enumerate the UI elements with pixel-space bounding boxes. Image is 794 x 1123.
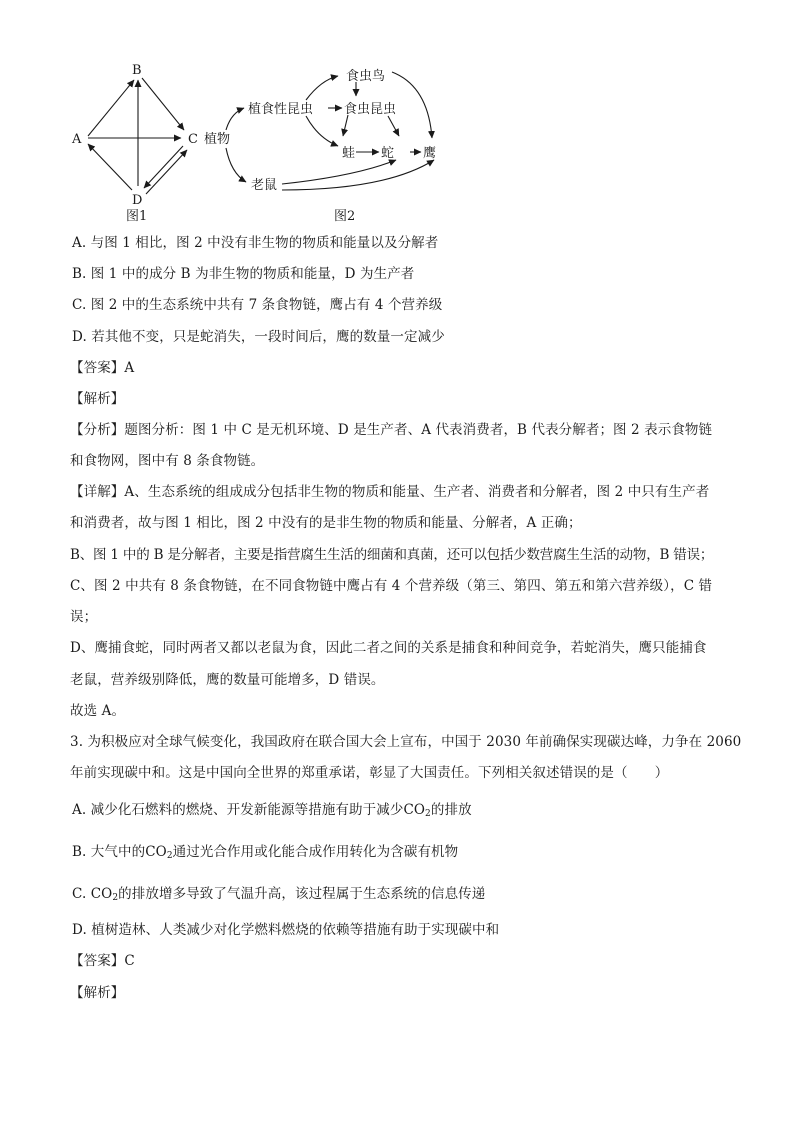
fig2-node-frog: 蛙 — [342, 146, 356, 161]
q2-analysis-line-10: 故选 A。 — [70, 703, 126, 719]
q2-analysis-line-4: 和消费者，故与图 1 相比，图 2 中没有的是非生物的物质和能量、分解者，A 正确； — [70, 515, 582, 531]
figure-area — [66, 58, 486, 228]
q2-analysis-line-9: 老鼠，营养级别降低，鹰的数量可能增多，D 错误。 — [70, 672, 385, 688]
arrow-mouse-to-eagle — [282, 160, 434, 190]
q2-analysis-line-3: 【详解】A、生态系统的组成成分包括非生物的物质和能量、生产者、消费者和分解者，图 2 中只有生产者 — [70, 484, 710, 500]
arrow-insect-eater-to-snake — [388, 116, 399, 136]
fig2-caption: 图2 — [334, 209, 356, 224]
q3-stem-line-1: 3. 为积极应对全球气候变化，我国政府在联合国大会上宣布，中国于 2030 年前确保实现碳达峰，力争在 2060 — [70, 734, 742, 750]
fig1-node-c: C — [188, 132, 198, 147]
co2-formula: $CO_2$ — [403, 802, 431, 819]
q3-option-c-pre: C. — [72, 886, 91, 902]
q2-analysis-line-2: 和食物网，图中有 8 条食物链。 — [70, 453, 265, 469]
q2-analysis-label: 【解析】 — [70, 391, 125, 407]
co2-formula: $CO_2$ — [90, 886, 119, 903]
fig2-node-eagle: 鹰 — [423, 146, 437, 161]
figure-1 — [88, 78, 187, 194]
q3-option-c — [72, 884, 485, 908]
fig2-node-herb-insect: 植食性昆虫 — [248, 102, 314, 117]
arrow-bird-to-eagle — [392, 72, 432, 138]
q3-option-b — [72, 842, 458, 866]
q2-answer: 【答案】A — [70, 360, 135, 376]
q3-option-b-post: 通过光合作用或化能合成作用转化为含碳有机物 — [172, 844, 459, 860]
arrow-herb-insect-to-frog — [306, 116, 338, 146]
q2-option-c: C. 图 2 中的生态系统中共有 7 条食物链，鹰占有 4 个营养级 — [72, 297, 443, 313]
q2-analysis-line-6: C、图 2 中共有 8 条食物链，在不同食物链中鹰占有 4 个营养级（第三、第四、第五和第六营养级），C 错 — [70, 578, 713, 594]
q2-option-b: B. 图 1 中的成分 B 为非生物的物质和能量，D 为生产者 — [72, 266, 415, 282]
arrow-b-to-c — [142, 78, 184, 130]
q2-analysis-line-1: 【分析】题图分析：图 1 中 C 是无机环境、D 是生产者、A 代表消费者，B 代表分解者；图 2 表示食物链 — [70, 422, 713, 438]
q3-answer: 【答案】C — [70, 953, 135, 969]
q2-analysis-line-8: D、鹰捕食蛇，同时两者又都以老鼠为食，因此二者之间的关系是捕食和种间竞争，若蛇消失，鹰只能捕食 — [70, 640, 707, 656]
q2-analysis-line-7: 误； — [70, 609, 98, 625]
q3-option-a-pre: A. 减少化石燃料的燃烧、开发新能源等措施有助于减少 — [72, 802, 404, 818]
arrow-plant-to-herb-insect — [226, 108, 244, 130]
fig2-node-insect-eater: 食虫昆虫 — [344, 102, 397, 117]
arrow-c-to-d — [144, 146, 183, 188]
fig2-node-plant: 植物 — [204, 132, 231, 147]
q3-option-d: D. 植树造林、人类减少对化学燃料燃烧的依赖等措施有助于实现碳中和 — [72, 922, 500, 938]
fig1-node-b: B — [132, 63, 142, 78]
q3-stem-line-2: 年前实现碳中和。这是中国向全世界的郑重承诺，彰显了大国责任。下列相关叙述错误的是（ ） — [70, 765, 669, 781]
food-web-figures — [66, 58, 486, 228]
q3-option-a-post: 的排放 — [430, 802, 472, 818]
arrow-d-to-c — [146, 150, 187, 194]
arrow-herb-insect-to-bird — [306, 76, 338, 100]
fig1-caption: 图1 — [126, 209, 148, 224]
q3-option-a — [72, 800, 472, 824]
fig1-node-a: A — [72, 132, 82, 147]
arrow-d-to-a — [88, 144, 132, 190]
fig2-node-mouse: 老鼠 — [251, 178, 278, 193]
co2-formula: $CO_2$ — [145, 844, 173, 861]
figure-2 — [226, 72, 437, 190]
arrow-mouse-to-snake — [282, 160, 396, 184]
fig2-node-snake: 蛇 — [381, 146, 395, 161]
arrow-insect-eater-to-frog — [343, 115, 348, 136]
fig2-node-insect-bird: 食虫鸟 — [346, 69, 386, 84]
q2-analysis-line-5: B、图 1 中的 B 是分解者，主要是指营腐生生活的细菌和真菌，还可以包括少数营腐生生活的动物，B 错误； — [70, 547, 714, 563]
q3-option-b-pre: B. 大气中的 — [72, 844, 146, 860]
q3-option-c-post: 的排放增多导致了气温升高，该过程属于生态系统的信息传递 — [118, 886, 486, 902]
q2-option-d: D. 若其他不变，只是蛇消失，一段时间后，鹰的数量一定减少 — [72, 329, 445, 345]
arrow-a-to-b — [88, 80, 134, 136]
fig1-node-d: D — [132, 193, 143, 208]
q2-option-a: A. 与图 1 相比，图 2 中没有非生物的物质和能量以及分解者 — [72, 235, 439, 251]
arrow-plant-to-mouse — [226, 148, 246, 182]
q3-analysis-label: 【解析】 — [70, 985, 125, 1001]
